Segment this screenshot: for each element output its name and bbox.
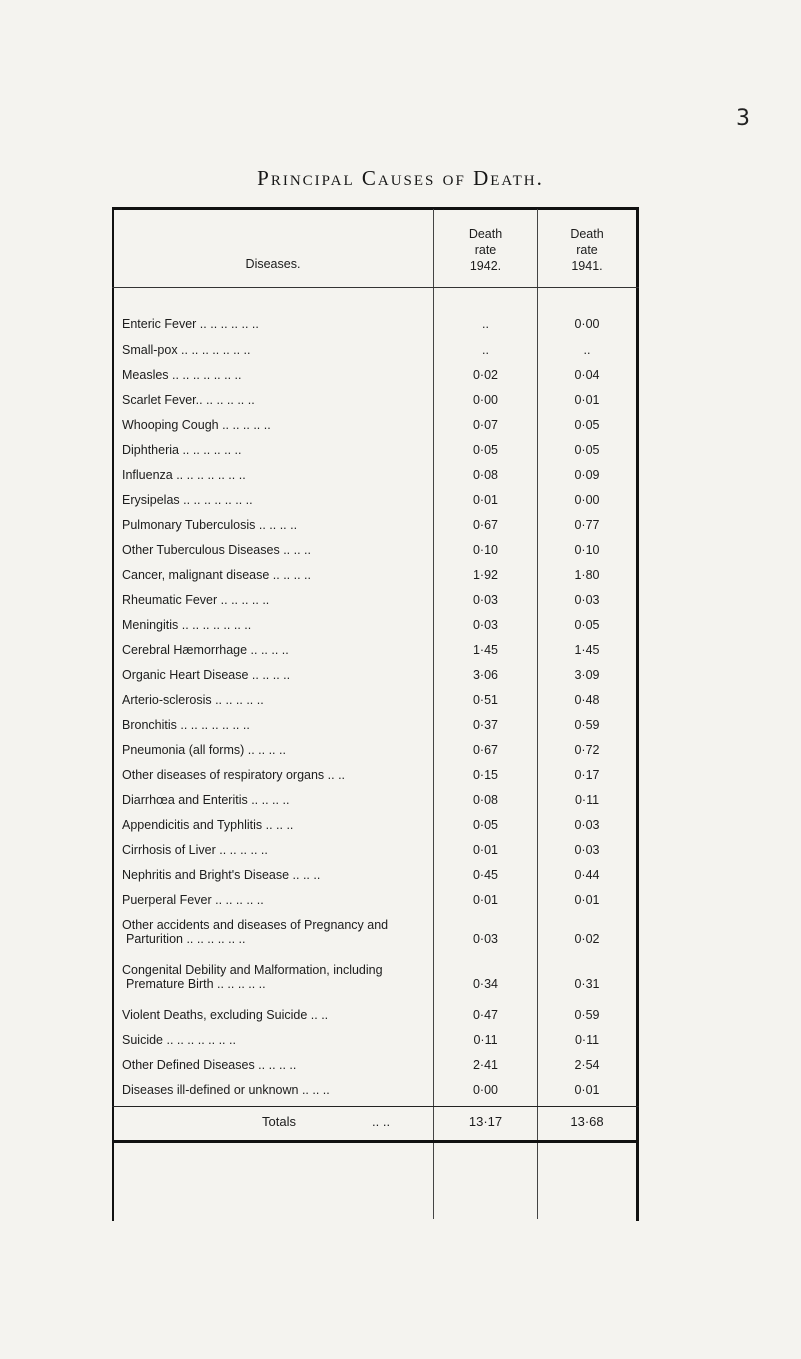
death-rate-1941: 0·31: [574, 977, 600, 991]
header-rate-1941: [538, 226, 636, 274]
disease-name: Other accidents and diseases of Pregnancy and: [122, 918, 389, 932]
totals-label: Totals: [262, 1114, 296, 1129]
death-rate-1941: ..: [583, 343, 591, 357]
death-rate-1942: 0·08: [472, 468, 499, 482]
death-rate-1942: 0·03: [472, 618, 499, 632]
death-rate-1941: 3·09: [574, 668, 600, 682]
disease-name: Scarlet Fever.. .. .. .. .. ..: [122, 393, 255, 407]
header-line: rate: [576, 243, 598, 257]
death-rate-1942: 0·51: [472, 693, 499, 707]
disease-name: Arterio-sclerosis .. .. .. .. ..: [122, 693, 264, 707]
disease-name: Pneumonia (all forms) .. .. .. ..: [122, 743, 286, 757]
disease-name: Violent Deaths, excluding Suicide .. ..: [122, 1008, 329, 1022]
page-title: Principal Causes of Death.: [257, 166, 544, 190]
disease-name: Pulmonary Tuberculosis .. .. .. ..: [122, 518, 298, 532]
disease-name: Diseases ill-defined or unknown .. .. ..: [122, 1083, 330, 1097]
disease-name: Organic Heart Disease .. .. .. ..: [122, 668, 291, 682]
death-rate-1941: 0·01: [574, 1083, 600, 1097]
disease-name: Congenital Debility and Malformation, including: [122, 963, 383, 977]
death-rate-1941: 0·00: [574, 493, 600, 507]
death-rate-1941: 0·03: [574, 843, 600, 857]
death-rate-1942: 0·05: [472, 818, 499, 832]
death-rate-1942: 0·34: [472, 977, 499, 991]
death-rate-1942: 0·67: [472, 743, 499, 757]
death-rate-1941: 0·05: [574, 443, 600, 457]
totals-rate-1942: 13·17: [468, 1114, 503, 1129]
disease-name: Suicide .. .. .. .. .. .. ..: [122, 1033, 236, 1047]
disease-name: Bronchitis .. .. .. .. .. .. ..: [122, 718, 250, 732]
disease-name: Measles .. .. .. .. .. .. ..: [122, 368, 242, 382]
death-rate-1942: 0·02: [472, 368, 499, 382]
disease-name: Influenza .. .. .. .. .. .. ..: [122, 468, 246, 482]
death-rate-1942: 3·06: [472, 668, 499, 682]
header-rate-1942: [434, 226, 537, 274]
death-rate-1942: 0·05: [472, 443, 499, 457]
death-rate-1942: 0·08: [472, 793, 499, 807]
death-rate-1941: 0·44: [574, 868, 600, 882]
disease-name: Rheumatic Fever .. .. .. .. ..: [122, 593, 270, 607]
header-line: Death: [468, 227, 503, 241]
death-rate-1941: 1·45: [574, 643, 600, 657]
table-top-border: [112, 207, 639, 210]
totals-leader-dots: .. ..: [372, 1114, 391, 1129]
header-rule: [112, 287, 639, 288]
death-rate-1941: 0·11: [574, 793, 600, 807]
death-rate-1941: 0·59: [574, 718, 600, 732]
disease-name: Erysipelas .. .. .. .. .. .. ..: [122, 493, 253, 507]
death-rate-1941: 0·01: [574, 393, 600, 407]
death-rate-1942: 0·01: [472, 843, 499, 857]
disease-name: Meningitis .. .. .. .. .. .. ..: [122, 618, 252, 632]
death-rate-1941: 0·11: [574, 1033, 600, 1047]
death-rate-1942: 0·37: [472, 718, 499, 732]
disease-name: Cerebral Hæmorrhage .. .. .. ..: [122, 643, 289, 657]
disease-name: Other Tuberculous Diseases .. .. ..: [122, 543, 311, 557]
death-rate-1942: 0·00: [472, 393, 499, 407]
death-rate-1942: 0·00: [472, 1083, 499, 1097]
header-line: rate: [474, 243, 497, 257]
death-rate-1941: 2·54: [574, 1058, 600, 1072]
disease-name: Enteric Fever .. .. .. .. .. ..: [122, 317, 259, 331]
disease-name-continued: Parturition .. .. .. .. .. ..: [126, 932, 246, 946]
header-line: 1941.: [571, 259, 603, 273]
death-rate-1942: 0·03: [472, 593, 499, 607]
header-line: 1942.: [469, 259, 502, 273]
death-rate-1942: 1·45: [472, 643, 499, 657]
totals-rule: [112, 1106, 639, 1107]
disease-name: Diarrhœa and Enteritis .. .. .. ..: [122, 793, 290, 807]
death-rate-1942: ..: [482, 343, 489, 357]
header-diseases: Diseases.: [245, 257, 301, 271]
death-rate-1941: 0·72: [574, 743, 600, 757]
disease-name: Nephritis and Bright's Disease .. .. ..: [122, 868, 321, 882]
disease-name: Appendicitis and Typhlitis .. .. ..: [122, 818, 294, 832]
death-rate-1942: 1·92: [472, 568, 499, 582]
death-rate-1941: 0·03: [574, 818, 600, 832]
death-rate-1941: 0·04: [574, 368, 600, 382]
death-rate-1941: 0·02: [574, 932, 600, 946]
death-rate-1941: 0·00: [574, 317, 600, 331]
death-rate-1941: 0·17: [574, 768, 600, 782]
death-rate-1942: 0·03: [472, 932, 499, 946]
death-rate-1942: 0·47: [472, 1008, 499, 1022]
death-rate-1941: 0·10: [574, 543, 600, 557]
death-rate-1942: 0·10: [472, 543, 499, 557]
death-rate-1942: 0·67: [472, 518, 499, 532]
death-rate-1941: 0·59: [574, 1008, 600, 1022]
death-rate-1941: 0·05: [574, 618, 600, 632]
disease-name: Other Defined Diseases .. .. .. ..: [122, 1058, 297, 1072]
page-number: 3: [736, 106, 750, 131]
table-right-border: [636, 209, 639, 1221]
death-rate-1942: 0·11: [473, 1033, 498, 1047]
death-rate-1941: 0·77: [574, 518, 600, 532]
death-rate-1941: 0·48: [574, 693, 600, 707]
disease-name: Small-pox .. .. .. .. .. .. ..: [122, 343, 251, 357]
death-rate-1941: 0·05: [574, 418, 600, 432]
death-rate-1941: 0·03: [574, 593, 600, 607]
disease-name: Diphtheria .. .. .. .. .. ..: [122, 443, 242, 457]
death-rate-1942: 0·45: [472, 868, 499, 882]
death-rate-1941: 0·01: [574, 893, 600, 907]
death-rate-1942: ..: [482, 317, 489, 331]
table-left-border: [112, 209, 114, 1221]
death-rate-1941: 1·80: [574, 568, 600, 582]
table-bottom-border: [112, 1140, 639, 1143]
death-rate-1942: 0·07: [472, 418, 499, 432]
disease-name: Other diseases of respiratory organs .. ..: [122, 768, 346, 782]
disease-name: Whooping Cough .. .. .. .. ..: [122, 418, 271, 432]
totals-rate-1941: 13·68: [570, 1114, 604, 1129]
death-rate-1942: 0·01: [472, 893, 499, 907]
disease-name: Puerperal Fever .. .. .. .. ..: [122, 893, 264, 907]
header-line: Death: [570, 227, 604, 241]
disease-name: Cirrhosis of Liver .. .. .. .. ..: [122, 843, 268, 857]
death-rate-1942: 0·01: [472, 493, 499, 507]
disease-name: Cancer, malignant disease .. .. .. ..: [122, 568, 311, 582]
death-rate-1941: 0·09: [574, 468, 600, 482]
death-rate-1942: 2·41: [472, 1058, 499, 1072]
death-rate-1942: 0·15: [472, 768, 499, 782]
disease-name-continued: Premature Birth .. .. .. .. ..: [126, 977, 266, 991]
